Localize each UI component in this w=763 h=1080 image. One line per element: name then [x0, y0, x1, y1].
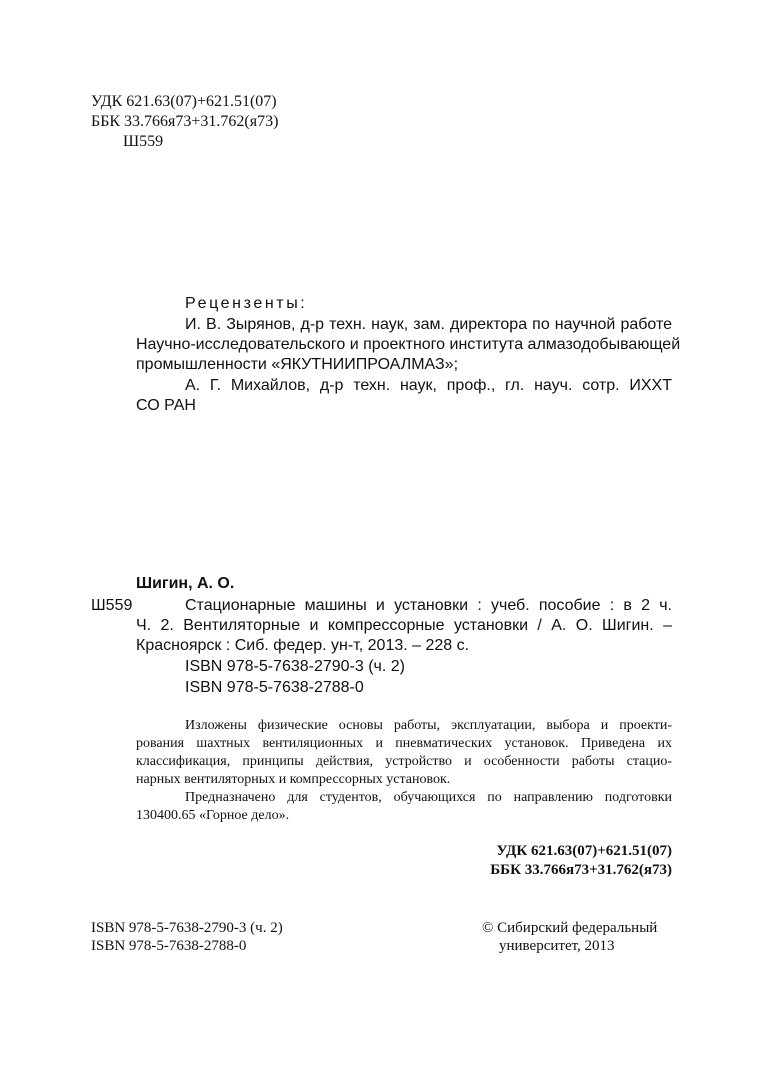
catalog-title-line-2: Ч. 2. Вентиляторные и компрессорные установки / А. О. Шигин. –: [136, 617, 672, 634]
reviewer-1-line-2: Научно-исследовательского и проектного института алмазодобывающей: [136, 336, 681, 353]
copyright-line-2: университет, 2013: [499, 938, 615, 954]
annotation-line-5: Предназначено для студентов, обучающихся по направлению подготовки: [185, 790, 672, 805]
annotation-line-2: рования шахтных вентиляционных и пневматических установок. Приведена их: [136, 736, 672, 751]
annotation-line-1: Изложены физические основы работы, эксплуатации, выбора и проекти-: [185, 718, 672, 733]
catalog-title-line-1: Стационарные машины и установки : учеб. пособие : в 2 ч.: [185, 597, 672, 614]
udk-code-top: УДК 621.63(07)+621.51(07): [91, 93, 277, 110]
reviewer-1-line-1: И. В. Зырянов, д-р техн. наук, зам. директора по научной работе: [185, 316, 672, 333]
bbk-code-top: ББК 33.766я73+31.762(я73): [91, 113, 279, 130]
reviewer-2-line-1: А. Г. Михайлов, д-р техн. наук, проф., гл. науч. сотр. ИХХТ: [185, 377, 672, 394]
annotation-line-3: классификация, принципы действия, устройство и особенности работы стацио-: [136, 754, 672, 769]
bbk-code-bottom: ББК 33.766я73+31.762(я73): [490, 862, 672, 878]
annotation-line-6: 130400.65 «Горное дело».: [136, 808, 290, 823]
catalog-isbn-1: ISBN 978-5-7638-2790-3 (ч. 2): [185, 658, 406, 675]
footer-isbn-1: ISBN 978-5-7638-2790-3 (ч. 2): [91, 920, 283, 936]
footer-isbn-2: ISBN 978-5-7638-2788-0: [91, 938, 247, 954]
catalog-mark: Ш559: [91, 597, 133, 614]
reviewers-heading: Рецензенты:: [185, 295, 308, 312]
catalog-title-line-3: Красноярск : Сиб. федер. ун-т, 2013. – 228 с.: [136, 637, 470, 654]
udk-code-bottom: УДК 621.63(07)+621.51(07): [496, 843, 672, 859]
catalog-isbn-2: ISBN 978-5-7638-2788-0: [185, 679, 364, 696]
author-mark-top: Ш559: [123, 133, 164, 150]
annotation-line-4: нарных вентиляторных и компрессорных установок.: [136, 772, 451, 787]
catalog-author: Шигин, А. О.: [136, 575, 235, 592]
reviewer-1-line-3: промышленности «ЯКУТНИИПРОАЛМАЗ»;: [136, 356, 459, 373]
reviewer-2-line-2: СО РАН: [136, 397, 196, 414]
copyright-line-1: © Сибирский федеральный: [482, 920, 658, 936]
